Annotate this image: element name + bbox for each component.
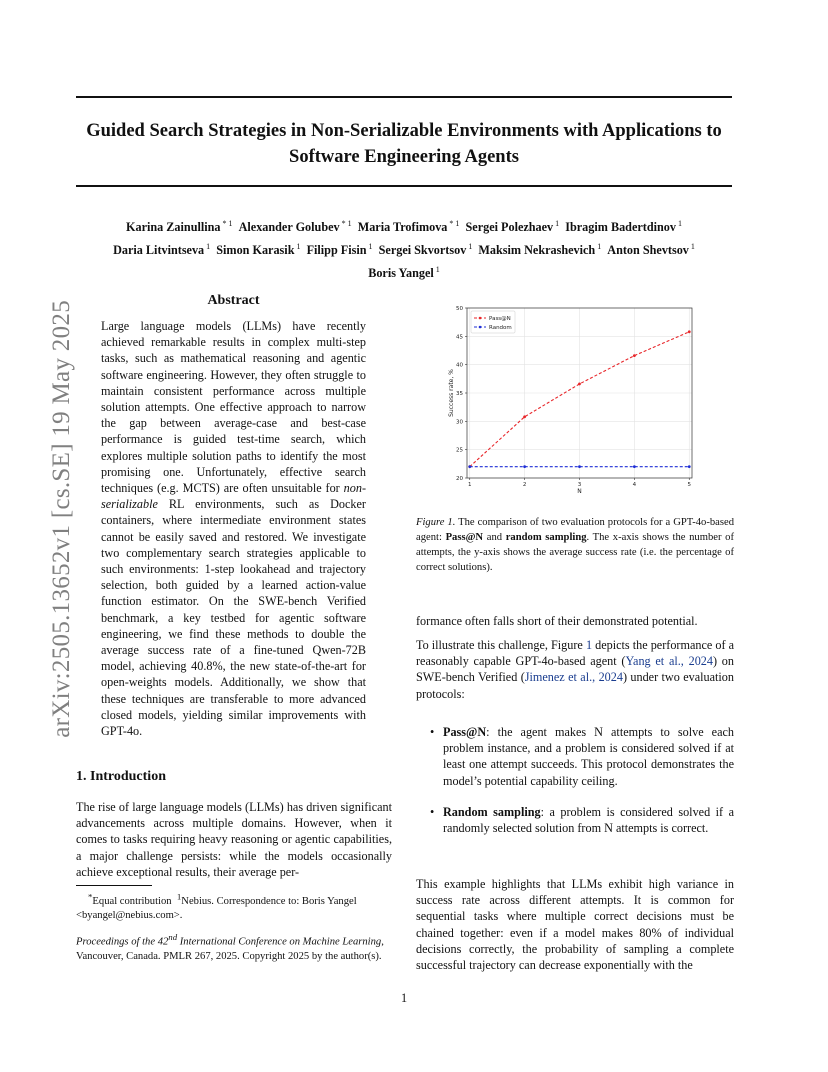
illustrate-part-a: To illustrate this challenge, Figure bbox=[416, 638, 586, 652]
x-tick-label: 5 bbox=[687, 482, 692, 488]
data-point-random bbox=[688, 465, 691, 468]
footnote-equal: Equal contribution bbox=[92, 895, 172, 907]
introduction-text: The rise of large language models (LLMs) has driven significant advancements across multiple domains. However, when it comes to tasks requiring heavy reasoning or agentic capabilities, a major challenge persists: while the models occasionally achieve exceptional results, their average per- bbox=[76, 800, 392, 879]
abstract-part-1: Large language models (LLMs) have recently achieved remarkable results in complex multi-step tasks, such as mathematical reasoning and agentic software engineering. However, they often struggle to maintain consistent performance across multiple solution attempts. One effective approach to narrow the gap between average-case and best-case performance is guided test-time search, which explores multiple solution paths to identify the most promising one. Unfortunately, effective search techniques (e.g. MCTS) are often unsuitable for bbox=[101, 319, 366, 496]
y-tick-label: 30 bbox=[456, 419, 463, 426]
author-affiliation-mark: 1 bbox=[433, 265, 440, 275]
author-line-2 bbox=[60, 237, 748, 260]
y-tick-label: 20 bbox=[456, 476, 463, 482]
caption-pass-label: Pass@N bbox=[445, 532, 484, 543]
proceedings-conf: International Conference on Machine Learning bbox=[177, 936, 382, 948]
footnote: *Equal contribution $^1$Nebius. Correspondence to: Boris Yangel <byangel@nebius.com>. bbox=[76, 891, 357, 921]
author-name: Anton Shevtsov bbox=[607, 243, 689, 258]
x-tick-label: 1 bbox=[467, 482, 472, 488]
abstract-part-2: RL environments, such as Docker containers, where intermediate environment states cannot be easily saved and restored. We investigate two complementary search strategies applicable to such environments: 1-step lookahead and trajectory selection, both guided by a learned action-value function estimator. On the SWE-bench Verified benchmark, a key testbed for agentic software engineering, we find these methods to double the average success rate of a fine-tuned Qwen-72B model, achieving 40.8%, the new state-of-the-art for open-weights models. Additionally, we show that these techniques are transferable to more advanced closed models, yielding similar improvements with GPT-4o. bbox=[101, 497, 366, 739]
data-point-random bbox=[523, 465, 526, 468]
author-list bbox=[60, 214, 748, 283]
figure-label: Figure 1. bbox=[416, 517, 456, 528]
data-point-random bbox=[468, 465, 471, 468]
illustrate-part-d: ) under two evaluation protocols: bbox=[416, 670, 734, 701]
proceedings-sup: nd bbox=[168, 932, 178, 942]
author-name: Sergei Skvortsov bbox=[378, 243, 467, 258]
y-tick-label: 25 bbox=[456, 447, 463, 454]
x-tick-label: 3 bbox=[577, 482, 582, 488]
bullet-dot: • bbox=[430, 805, 435, 819]
author-name: Karina Zainullina bbox=[126, 220, 221, 235]
author-name: Sergei Polezhaev bbox=[465, 220, 554, 235]
data-point-pass-n bbox=[633, 354, 636, 357]
introduction-heading: 1. Introduction bbox=[76, 769, 166, 784]
citation-yang-link[interactable]: Yang et al., 2024 bbox=[625, 654, 713, 669]
data-point-random bbox=[578, 465, 581, 468]
data-point-random bbox=[633, 465, 636, 468]
bullet-random-text bbox=[443, 804, 734, 836]
data-point-pass-n bbox=[523, 415, 526, 418]
abstract-heading: Abstract bbox=[207, 293, 260, 308]
bullet-pass-body: : the agent makes N attempts to solve each problem instance, and a problem is considered solved if at least one attempt succeeds. This protocol demonstrates the model’s potential capability ceiling. bbox=[443, 725, 734, 788]
bullet-random-sampling bbox=[430, 804, 734, 856]
caption-part-b: and bbox=[483, 532, 506, 543]
author-name: Maria Trofimova bbox=[357, 220, 448, 235]
figure-1-link[interactable]: 1 bbox=[585, 638, 593, 652]
proceedings-note bbox=[76, 930, 392, 964]
author-affiliation-mark: 1 bbox=[675, 219, 682, 228]
legend-label: Pass@N bbox=[489, 316, 511, 322]
author-affiliation-mark: * 1 bbox=[339, 219, 352, 228]
abstract-emphasis: non-serializable bbox=[101, 481, 366, 512]
arxiv-identifier-text: arXiv:2505.13652v1 [cs.SE] 19 May 2025 bbox=[48, 300, 75, 738]
citation-jimenez-link[interactable]: Jimenez et al., 2024 bbox=[524, 670, 623, 685]
variance-paragraph: This example highlights that LLMs exhibit high variance in success rate across different attempts. It is common for sequential tasks where multiple correct decisions must be chained together: even if a model makes 80% of individual decisions correctly, the probability of sampling a complete successful trajectory can decrease exponentially with the bbox=[416, 877, 734, 973]
success-rate-chart bbox=[440, 302, 700, 498]
abstract-text bbox=[101, 318, 366, 739]
title-top-rule bbox=[76, 96, 732, 98]
author-affiliation-mark: 1 bbox=[294, 242, 301, 252]
author-affiliation-mark: * 1 bbox=[447, 219, 460, 228]
author-name: Filipp Fisin bbox=[306, 243, 367, 258]
caption-part-c: . The x-axis shows the number of attempts, the y-axis shows the average success rate (i.e. the percentage of correct solutions). bbox=[416, 532, 734, 573]
legend-marker bbox=[479, 317, 482, 320]
legend-label: Random bbox=[489, 325, 512, 331]
legend-marker bbox=[479, 326, 482, 329]
author-name: Ibragim Badertdinov bbox=[565, 220, 676, 235]
bullet-pass-label: Pass@N bbox=[443, 725, 487, 739]
author-name: Boris Yangel bbox=[368, 266, 434, 281]
bullet-random-body: : a problem is considered solved if a randomly selected solution from N attempts is correct. bbox=[443, 805, 734, 836]
illustrate-part-c: ) on SWE-bench Verified ( bbox=[416, 654, 734, 685]
title-bottom-rule bbox=[76, 185, 732, 187]
author-affiliation-mark: 1 bbox=[553, 219, 560, 228]
bullet-dot: • bbox=[430, 725, 435, 739]
illustrate-part-b: depicts the performance of a reasonably capable GPT-4o-based agent ( bbox=[416, 638, 735, 669]
paper-title: Guided Search Strategies in Non-Serializable Environments with Applications to Software Engineering Agents bbox=[86, 121, 722, 167]
y-tick-label: 50 bbox=[456, 306, 463, 312]
proceedings-rest: , Vancouver, Canada. PMLR 267, 2025. Copyright 2025 by the author(s). bbox=[76, 936, 384, 962]
author-affiliation-mark: * 1 bbox=[220, 219, 233, 228]
data-point-pass-n bbox=[688, 330, 691, 333]
caption-part-a: The comparison of two evaluation protocols for a GPT-4o-based agent: bbox=[416, 517, 734, 543]
y-tick-label: 45 bbox=[456, 334, 463, 341]
footnote-rule bbox=[76, 885, 152, 886]
y-tick-label: 35 bbox=[456, 391, 463, 397]
bullet-pass-text bbox=[443, 724, 734, 789]
author-affiliation-mark: 1 bbox=[366, 242, 373, 252]
author-name: Alexander Golubev bbox=[238, 220, 340, 235]
y-axis-label: Success rate, % bbox=[448, 369, 455, 417]
caption-random-label: random sampling bbox=[505, 532, 587, 543]
author-affiliation-mark: 1 bbox=[204, 242, 211, 252]
author-affiliation-mark: 1 bbox=[688, 242, 695, 252]
footnote-affiliation: Nebius. Correspondence to: Boris Yangel <byangel@nebius.com>. bbox=[76, 895, 357, 921]
bullet-random-label: Random sampling bbox=[443, 805, 541, 819]
author-affiliation-mark: 1 bbox=[595, 242, 602, 252]
arxiv-identifier bbox=[20, 300, 75, 738]
author-line-1 bbox=[60, 214, 748, 237]
page-number: 1 bbox=[400, 991, 408, 1005]
author-name: Simon Karasik bbox=[216, 243, 295, 258]
illustrate-paragraph bbox=[416, 637, 734, 702]
proceedings-prefix: Proceedings of the 42 bbox=[76, 936, 169, 948]
bullet-pass-at-n bbox=[430, 724, 734, 792]
author-line-3 bbox=[60, 260, 748, 283]
x-tick-label: 4 bbox=[632, 482, 637, 488]
y-tick-label: 40 bbox=[456, 362, 463, 369]
column2-continuation: formance often falls short of their demonstrated potential. bbox=[416, 614, 698, 628]
author-affiliation-mark: 1 bbox=[466, 242, 473, 252]
x-axis-label: N bbox=[577, 488, 582, 495]
data-point-pass-n bbox=[578, 383, 581, 386]
author-name: Daria Litvintseva bbox=[113, 243, 205, 258]
x-tick-label: 2 bbox=[522, 482, 527, 488]
figure-caption bbox=[416, 515, 734, 575]
author-name: Maksim Nekrashevich bbox=[478, 243, 596, 258]
